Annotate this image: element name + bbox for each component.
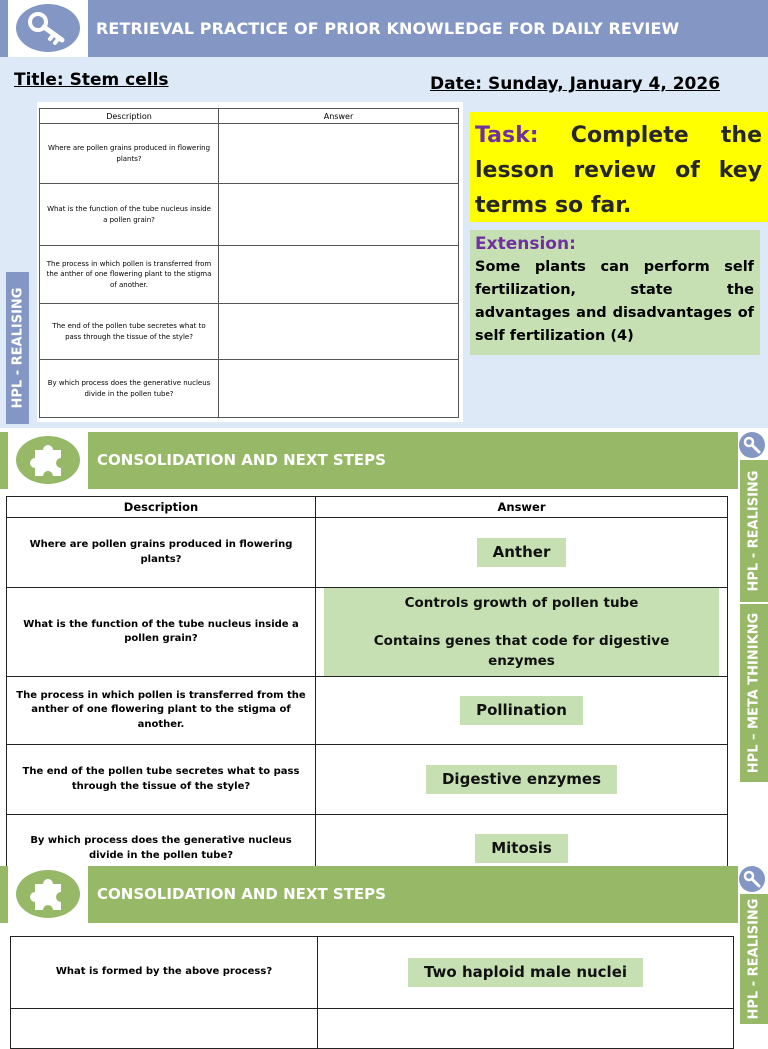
table-row [11, 1009, 734, 1049]
answer-cell-blank[interactable] [219, 246, 459, 304]
key-icon [739, 432, 765, 458]
table-row [7, 745, 728, 815]
header-icon-box [8, 432, 88, 489]
side-tab-label: HPL - REALISING [10, 287, 25, 409]
column-header-description: Description [7, 497, 316, 518]
answer-label: Mitosis [475, 834, 568, 864]
consolidation-slide-2 [0, 866, 768, 1024]
answer-cell [316, 745, 728, 815]
key-icon [8, 0, 88, 57]
answer-line: Contains genes that code for digestive enzymes [373, 633, 670, 669]
task-label: Task: [475, 123, 539, 148]
side-tab-realising [6, 272, 29, 424]
question-cell: The process in which pollen is transferred from the anther of one flowering plant to the stigma of another. [7, 677, 316, 745]
column-header-answer: Answer [316, 497, 728, 518]
answers-table [6, 496, 728, 883]
answer-cell [316, 518, 728, 588]
answer-label: Anther [477, 538, 567, 568]
answer-cell [318, 937, 734, 1009]
task-box [470, 112, 768, 222]
lesson-title: Title: Stem cells [14, 70, 169, 90]
side-tab-label: HPL - REALISING [746, 898, 762, 1020]
question-cell [11, 1009, 318, 1049]
side-tab-meta-thinking [740, 604, 768, 782]
question-cell: Where are pollen grains produced in flowering plants? [7, 518, 316, 588]
table-row [7, 588, 728, 677]
answer-cell-blank[interactable] [219, 304, 459, 360]
answer-label: Digestive enzymes [426, 765, 617, 795]
header-icon-box [8, 866, 88, 923]
header-icon-box [8, 0, 88, 57]
review-table-image [37, 102, 463, 422]
question-cell: What is the function of the tube nucleus inside a pollen grain? [7, 588, 316, 677]
answer-cell-blank[interactable] [219, 360, 459, 418]
column-header-description: Description [40, 109, 219, 124]
key-icon [739, 866, 765, 892]
table-row [40, 184, 459, 246]
table-row [40, 124, 459, 184]
answer-cell [316, 588, 728, 677]
answer-cell-blank[interactable] [219, 184, 459, 246]
side-tab-label: HPL - REALISING [746, 470, 762, 592]
slide-header-title: CONSOLIDATION AND NEXT STEPS [97, 451, 386, 469]
slide-header-title: CONSOLIDATION AND NEXT STEPS [97, 885, 386, 903]
extension-title: Extension: [475, 234, 576, 254]
answers-table-continued [10, 936, 734, 1049]
side-tab-realising [740, 894, 768, 1024]
table-row [11, 937, 734, 1009]
puzzle-piece-icon [8, 432, 88, 489]
answer-cell-blank[interactable] [219, 124, 459, 184]
extension-text: Some plants can perform self fertilization, state the advantages and disadvantages of self fertilization (4) [475, 259, 754, 344]
question-cell: By which process does the generative nucleus divide in the pollen tube? [7, 815, 316, 883]
question-cell: What is formed by the above process? [11, 937, 318, 1009]
question-cell: Where are pollen grains produced in flowering plants? [40, 124, 219, 184]
table-row [40, 246, 459, 304]
review-table [39, 108, 459, 418]
answer-label: Two haploid male nuclei [408, 958, 643, 988]
slide-header-title: RETRIEVAL PRACTICE OF PRIOR KNOWLEDGE FOR DAILY REVIEW [96, 19, 680, 38]
table-row [40, 304, 459, 360]
question-cell: The end of the pollen tube secretes what to pass through the tissue of the style? [7, 745, 316, 815]
answer-cell [316, 677, 728, 745]
table-row [7, 518, 728, 588]
side-tab-label: HPL – META THINIKNG [746, 612, 762, 774]
table-row [40, 360, 459, 418]
puzzle-piece-icon [8, 866, 88, 923]
question-cell: The end of the pollen tube secretes what to pass through the tissue of the style? [40, 304, 219, 360]
answer-line: Controls growth of pollen tube [404, 595, 639, 611]
column-header-answer: Answer [219, 109, 459, 124]
task-text [470, 112, 768, 223]
answer-cell [318, 1009, 734, 1049]
retrieval-practice-slide [0, 0, 768, 428]
task-instruction: Complete the lesson review of key terms so far. [475, 123, 762, 218]
question-cell: By which process does the generative nucleus divide in the pollen tube? [40, 360, 219, 418]
lesson-date: Date: Sunday, January 4, 2026 [430, 74, 721, 94]
consolidation-slide-1 [0, 432, 768, 864]
answer-label [324, 588, 719, 676]
side-tab-realising [740, 460, 768, 602]
table-row [7, 677, 728, 745]
question-cell: The process in which pollen is transferred from the anther of one flowering plant to the stigma of another. [40, 246, 219, 304]
extension-box [470, 230, 760, 355]
question-cell: What is the function of the tube nucleus inside a pollen grain? [40, 184, 219, 246]
answer-label: Pollination [460, 696, 583, 726]
